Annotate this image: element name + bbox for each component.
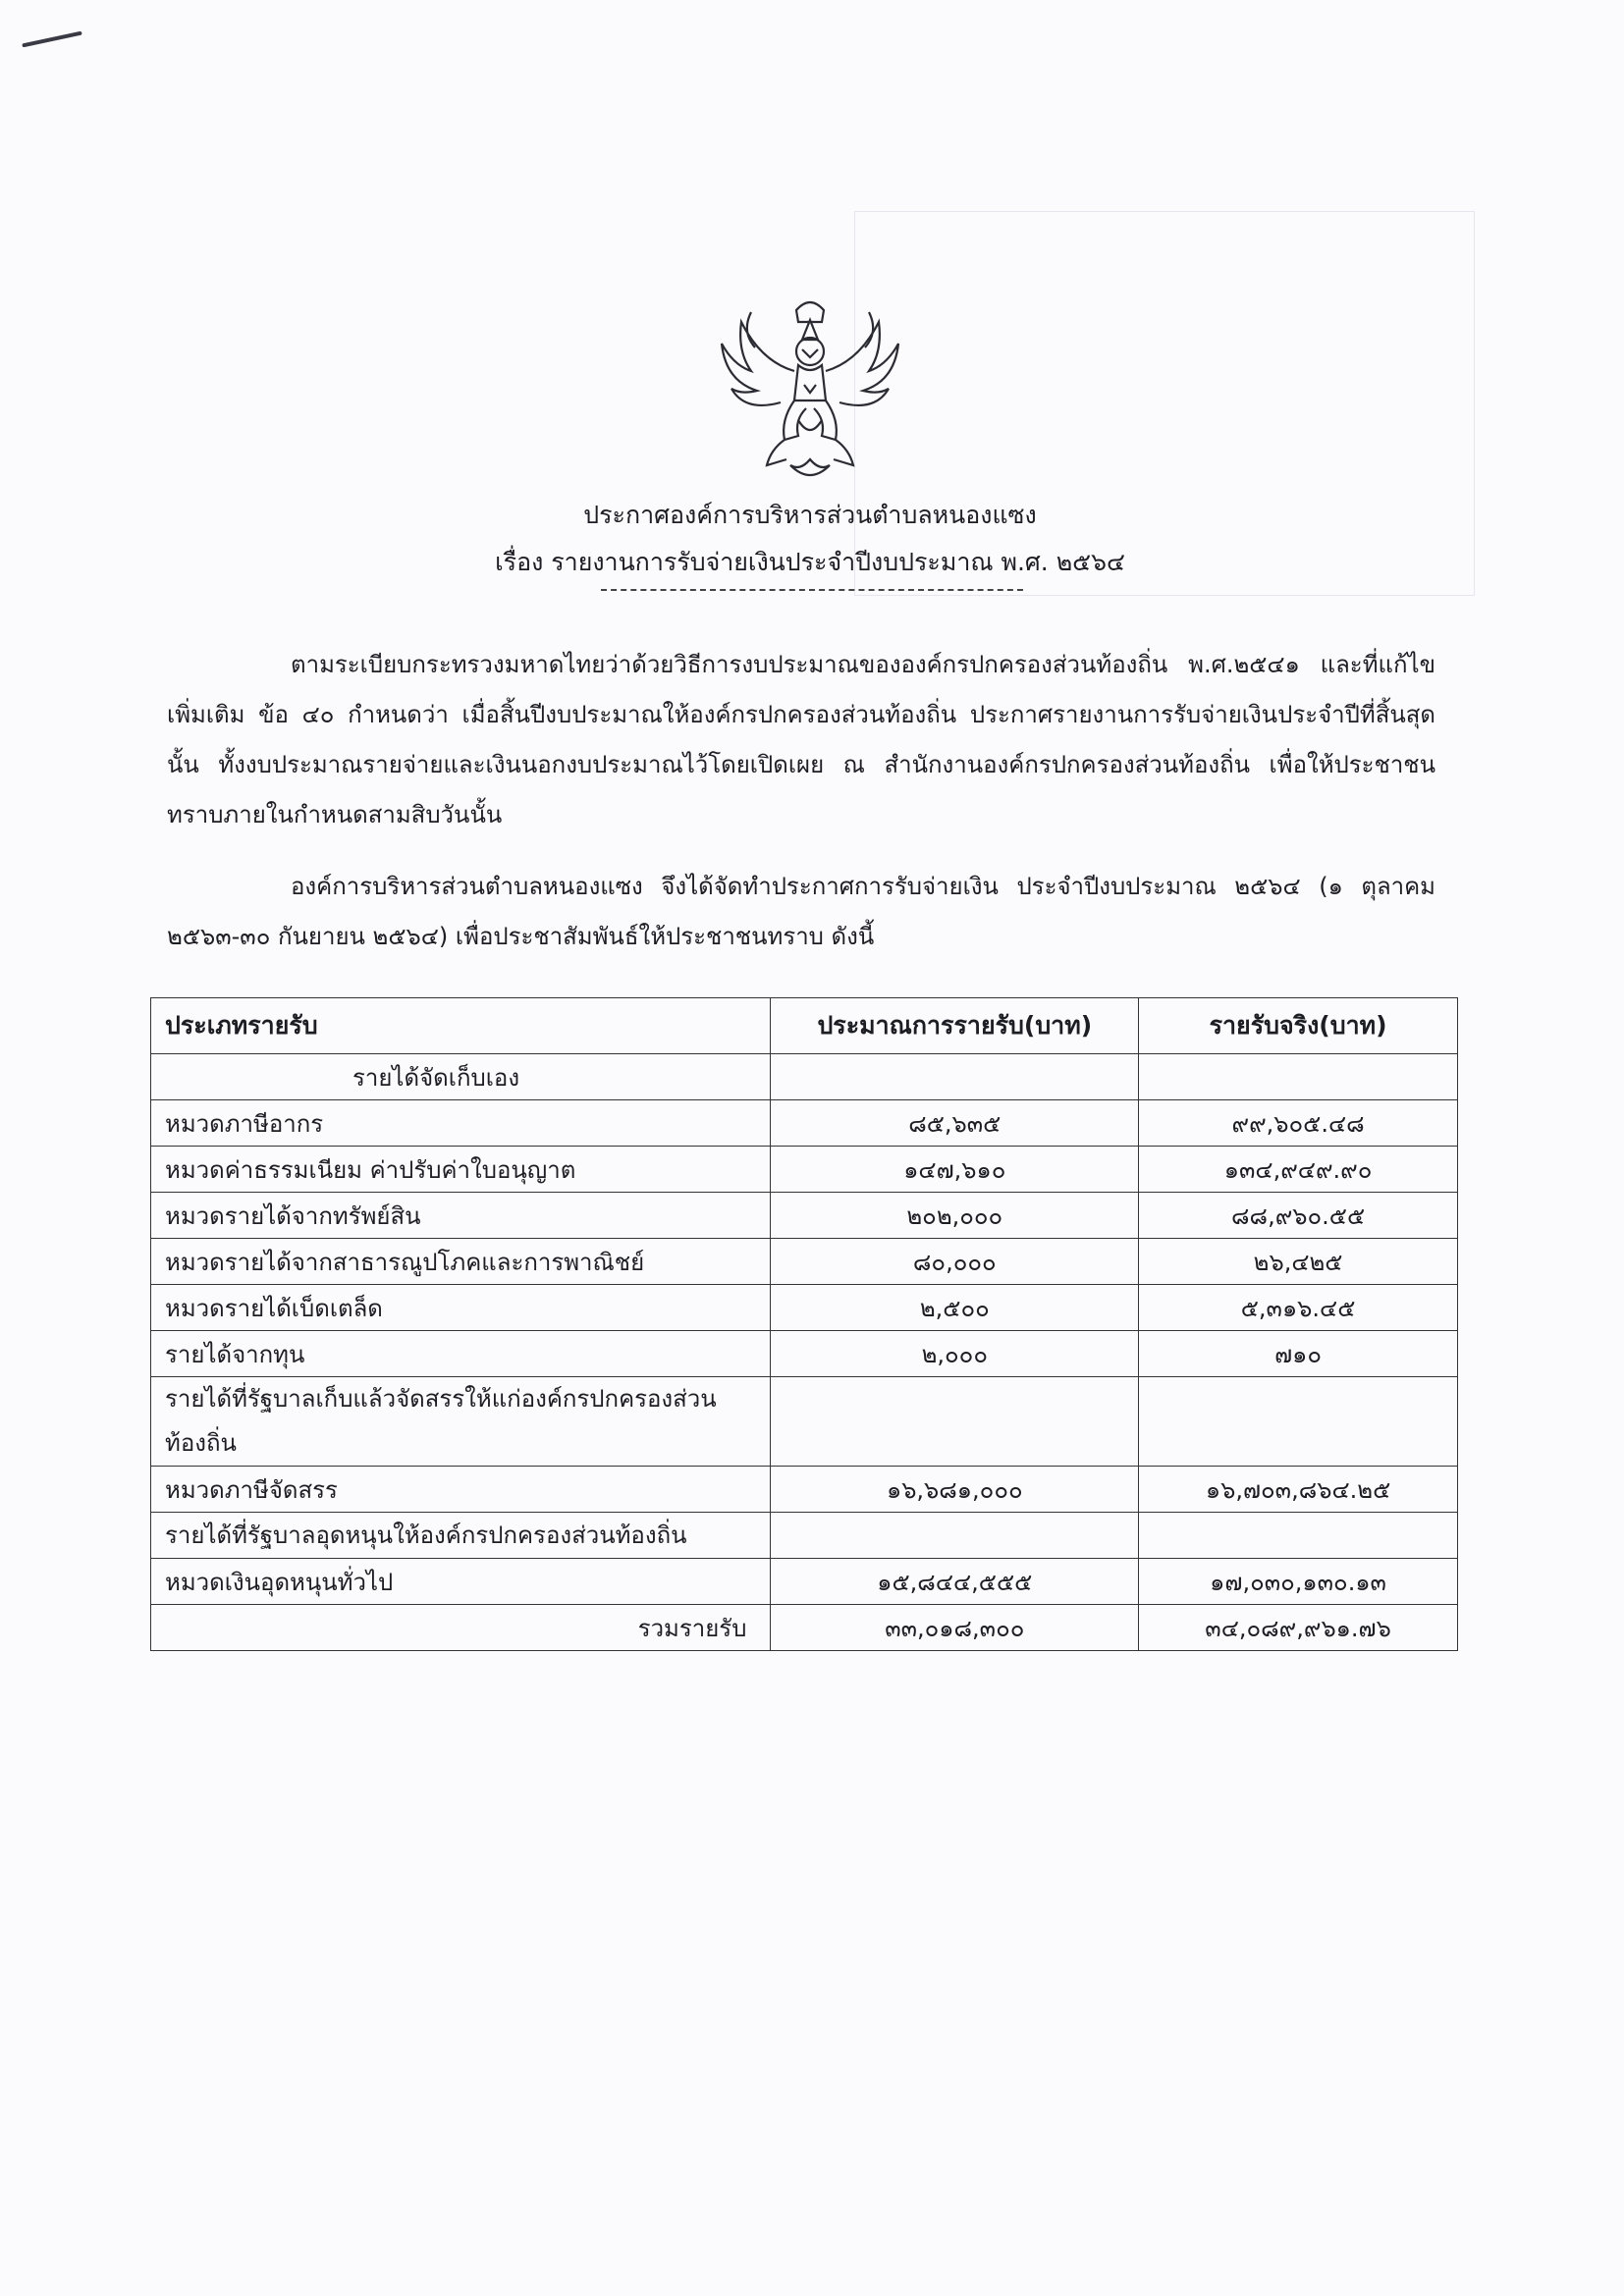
table-row	[151, 1100, 1458, 1147]
row-estimate	[771, 1513, 1139, 1559]
row-actual	[1139, 1513, 1458, 1559]
bleed-through	[854, 211, 1475, 596]
table-row	[151, 1193, 1458, 1239]
revenue-table	[150, 997, 1458, 1651]
statement-paragraph-text: องค์การบริหารส่วนตำบลหนองแซง จึงได้จัดทำประกาศการรับจ่ายเงิน ประจำปีงบประมาณ ๒๕๖๔ (๑ ตุลาคม ๒๕๖๓-๓๐ กันยายน ๒๕๖๔) เพื่อประชาสัมพันธ์ให้ประชาชนทราบ ดังนี้	[167, 873, 1435, 950]
table-row	[151, 1467, 1458, 1513]
row-label: หมวดรายได้จากทรัพย์สิน	[151, 1193, 771, 1239]
row-label: หมวดรายได้เบ็ดเตล็ด	[151, 1285, 771, 1331]
statement-paragraph	[167, 862, 1435, 962]
row-actual: ๑๗,๐๓๐,๑๓๐.๑๓	[1139, 1559, 1458, 1605]
row-label: รายได้จากทุน	[151, 1331, 771, 1377]
row-label: หมวดภาษีจัดสรร	[151, 1467, 771, 1513]
table-row	[151, 1239, 1458, 1285]
intro-paragraph	[167, 640, 1435, 840]
row-actual: ๑๓๔,๙๔๙.๙๐	[1139, 1147, 1458, 1193]
table-row	[151, 1331, 1458, 1377]
table-row	[151, 1559, 1458, 1605]
total-actual: ๓๔,๐๘๙,๙๖๑.๗๖	[1139, 1605, 1458, 1651]
table-row	[151, 1377, 1458, 1467]
garuda-emblem-icon	[712, 293, 908, 487]
total-row	[151, 1605, 1458, 1651]
row-estimate: ๑๖,๖๘๑,๐๐๐	[771, 1467, 1139, 1513]
row-label: รายได้จัดเก็บเอง	[151, 1054, 771, 1100]
table-row	[151, 1513, 1458, 1559]
announcement-subject: เรื่อง รายงานการรับจ่ายเงินประจำปีงบประมาณ พ.ศ. ๒๕๖๔	[495, 548, 1125, 576]
row-actual: ๗๑๐	[1139, 1331, 1458, 1377]
header-estimate: ประมาณการรายรับ(บาท)	[771, 998, 1139, 1054]
row-label: หมวดภาษีอากร	[151, 1100, 771, 1147]
row-actual: ๑๖,๗๐๓,๘๖๔.๒๕	[1139, 1467, 1458, 1513]
row-estimate: ๒๐๒,๐๐๐	[771, 1193, 1139, 1239]
row-actual: ๒๖,๔๒๕	[1139, 1239, 1458, 1285]
title-divider	[601, 589, 1023, 591]
row-label: รายได้ที่รัฐบาลเก็บแล้วจัดสรรให้แก่องค์กรปกครองส่วนท้องถิ่น	[151, 1377, 771, 1467]
table-header-row	[151, 998, 1458, 1054]
table-row	[151, 1285, 1458, 1331]
announcement-title: ประกาศองค์การบริหารส่วนตำบลหนองแซง	[583, 501, 1037, 529]
row-label: หมวดรายได้จากสาธารณูปโภคและการพาณิชย์	[151, 1239, 771, 1285]
row-estimate: ๑๕,๘๔๔,๕๕๕	[771, 1559, 1139, 1605]
row-actual	[1139, 1054, 1458, 1100]
row-estimate	[771, 1377, 1139, 1467]
row-estimate: ๘๐,๐๐๐	[771, 1239, 1139, 1285]
table-row	[151, 1147, 1458, 1193]
row-estimate: ๘๕,๖๓๕	[771, 1100, 1139, 1147]
row-actual: ๕,๓๑๖.๔๕	[1139, 1285, 1458, 1331]
row-label: หมวดค่าธรรมเนียม ค่าปรับค่าใบอนุญาต	[151, 1147, 771, 1193]
row-actual: ๙๙,๖๐๕.๔๘	[1139, 1100, 1458, 1147]
row-estimate	[771, 1054, 1139, 1100]
row-label: รายได้ที่รัฐบาลอุดหนุนให้องค์กรปกครองส่วนท้องถิ่น	[151, 1513, 771, 1559]
row-estimate: ๒,๕๐๐	[771, 1285, 1139, 1331]
total-estimate: ๓๓,๐๑๘,๓๐๐	[771, 1605, 1139, 1651]
header-actual: รายรับจริง(บาท)	[1139, 998, 1458, 1054]
row-label: หมวดเงินอุดหนุนทั่วไป	[151, 1559, 771, 1605]
row-estimate: ๑๔๗,๖๑๐	[771, 1147, 1139, 1193]
table-row	[151, 1054, 1458, 1100]
scan-mark	[22, 31, 81, 48]
total-label: รวมรายรับ	[151, 1605, 771, 1651]
row-estimate: ๒,๐๐๐	[771, 1331, 1139, 1377]
row-actual: ๘๘,๙๖๐.๕๕	[1139, 1193, 1458, 1239]
intro-paragraph-text: ตามระเบียบกระทรวงมหาดไทยว่าด้วยวิธีการงบประมาณขององค์กรปกครองส่วนท้องถิ่น พ.ศ.๒๕๔๑ และที่แก้ไขเพิ่มเติม ข้อ ๔๐ กำหนดว่า เมื่อสิ้นปีงบประมาณให้องค์กรปกครองส่วนท้องถิ่น ประกาศรายงานการรับจ่ายเงินประจำปีที่สิ้นสุดนั้น ทั้งงบประมาณรายจ่ายและเงินนอกงบประมาณไว้โดยเปิดเผย ณ สำนักงานองค์กรปกครองส่วนท้องถิ่น เพื่อให้ประชาชนทราบภายในกำหนดสามสิบวันนั้น	[167, 651, 1435, 828]
header-type: ประเภทรายรับ	[151, 998, 771, 1054]
row-actual	[1139, 1377, 1458, 1467]
